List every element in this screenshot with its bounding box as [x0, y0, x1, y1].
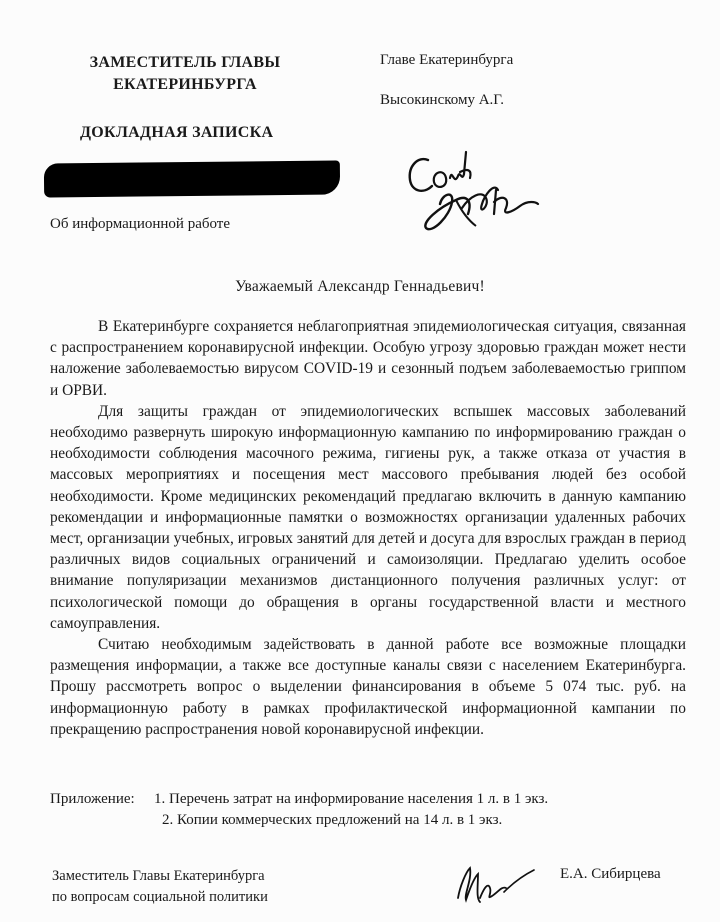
handwritten-signature [448, 858, 538, 908]
body-paragraph-2: Для защиты граждан от эпидемиологических вспышек массовых заболеваний необходимо развернуть широкую информационную кампанию по информированию граждан о необходимости соблюдения масочного режима, гигиены рук, а также отказа от участия в массовых мероприятиях и посещения мест массового пребывания людей без особой необходимости. Кроме медицинских рекомендаций предлагаю включить в данную кампанию рекомендации и информационные памятки о возможностях организации удаленных рабочих мест, организации учебных, игровых занятий для детей и досуга для взрослых граждан в период различных видов социальных ограничений и самоизоляции. Предлагаю уделить особое внимание популяризации механизмов дистанционного получения различных услуг: от психологической помощи до обращения в органы государственной власти и местного самоуправления. [50, 402, 686, 632]
memo-title: ДОКЛАДНАЯ ЗАПИСКА [80, 124, 274, 141]
attachments-label: Приложение: [50, 791, 135, 807]
recipient-line-1: Главе Екатеринбурга [380, 52, 514, 68]
signer-name: Е.А. Сибирцева [560, 866, 661, 882]
redaction-block [44, 160, 340, 197]
attachment-item-2: 2. Копии коммерческих предложений на 14 л. в 1 экз. [162, 812, 503, 828]
handwritten-resolution [398, 142, 548, 242]
recipient-block [380, 50, 513, 110]
recipient-line-2: Высокинскому А.Г. [380, 92, 505, 108]
greeting: Уважаемый Александр Геннадьевич! [235, 278, 485, 295]
sender-line-2: ЕКАТЕРИНБУРГА [113, 76, 257, 93]
signer-title-line-1: Заместитель Главы Екатеринбурга [52, 868, 265, 884]
signer-title [52, 866, 268, 908]
attachments [50, 789, 548, 831]
sender-header [60, 52, 310, 96]
body-paragraph-1: В Екатеринбурге сохраняется неблагоприятная эпидемиологическая ситуация, связанная с распространением коронавирусной инфекции. Особую угрозу здоровью граждан может нести наложение заболеваемостью вирусом COVID-19 и сезонный подъем заболеваемостью гриппом и ОРВИ. [50, 318, 686, 399]
signer-title-line-2: по вопросам социальной политики [52, 889, 268, 905]
memo-subject: Об информационной работе [50, 216, 230, 232]
memo-body [50, 316, 686, 740]
sender-line-1: ЗАМЕСТИТЕЛЬ ГЛАВЫ [89, 54, 281, 71]
attachment-item-1: 1. Перечень затрат на информирование населения 1 л. в 1 экз. [154, 791, 549, 807]
body-paragraph-3: Считаю необходимым задействовать в данной работе все возможные площадки размещения информации, а также все доступные каналы связи с населением Екатеринбурга. Прошу рассмотреть вопрос о выделении финансирования в объеме 5 074 тыс. руб. на информационную работу в рамках профилактической информационной кампании по прекращению распространения новой коронавирусной инфекции. [50, 636, 686, 738]
